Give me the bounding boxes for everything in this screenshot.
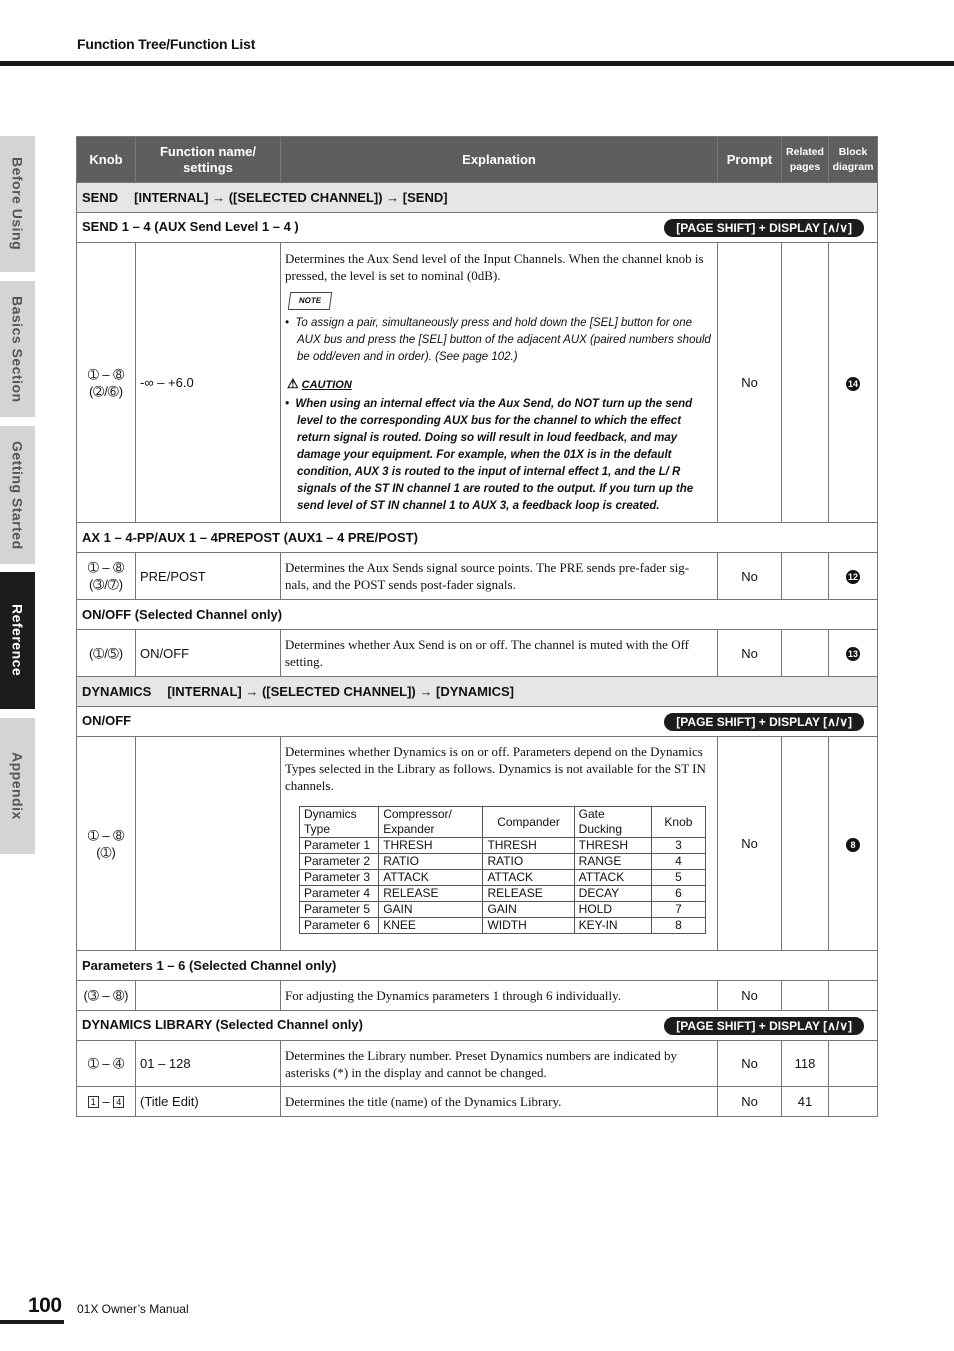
- table-row: [77, 1041, 878, 1087]
- explanation-text: Determines the Aux Send level of the Input Channels. When the channel knob is pressed, the level is set to nominal (0dB).: [285, 251, 704, 283]
- knob-cell: (➀/➄): [77, 630, 136, 677]
- warning-icon: ⚠: [287, 376, 299, 391]
- subsection-title: ON/OFF (Selected Channel only): [82, 607, 283, 622]
- param-header-knob: Knob: [651, 807, 705, 838]
- param-header-gate: Gate Ducking: [574, 807, 651, 838]
- subsection-row-on-off: [77, 600, 878, 630]
- block-diagram-cell: [829, 1041, 878, 1087]
- param-row: Parameter 3 ATTACK ATTACK ATTACK 5: [300, 870, 706, 886]
- block-diagram-number: 14: [847, 378, 858, 389]
- related-pages-cell: 118: [782, 1041, 829, 1087]
- table-row: [77, 243, 878, 523]
- function-cell: ON/OFF: [136, 630, 281, 677]
- related-pages-cell: [782, 243, 829, 523]
- prompt-cell: No: [718, 553, 782, 600]
- subsection-title: AX 1 – 4-PP/AUX 1 – 4PREPOST (AUX1 – 4 PRE/POST): [82, 530, 418, 545]
- panel-button-number: 4: [113, 1096, 124, 1108]
- function-cell: -∞ – +6.0: [136, 243, 281, 523]
- block-diagram-cell: [829, 630, 878, 677]
- subsection-row-dynamics-on-off: [77, 707, 878, 737]
- side-tab-label: Basics Section: [9, 295, 26, 403]
- param-row: Parameter 4 RELEASE RELEASE DECAY 6: [300, 886, 706, 902]
- block-diagram-number: 8: [846, 838, 860, 852]
- knob-cell: ➀ – ➇ (➁/➅): [77, 243, 136, 523]
- side-tab-label: Before Using: [9, 157, 26, 251]
- subsection-row-dynamics-library: [77, 1011, 878, 1041]
- param-row: Parameter 6 KNEE WIDTH KEY-IN 8: [300, 918, 706, 934]
- subsection-title: ON/OFF: [82, 712, 132, 728]
- dynamics-parameter-table: [299, 806, 706, 934]
- note-icon: NOTE: [288, 292, 333, 310]
- related-pages-cell: [782, 737, 829, 951]
- knob-cell: ➀ – ➇ (➂/➆): [77, 553, 136, 600]
- param-row: Parameter 5 GAIN GAIN HOLD 7: [300, 902, 706, 918]
- related-pages-cell: [782, 553, 829, 600]
- header-rule: [0, 61, 954, 66]
- display-shortcut-badge: [PAGE SHIFT] + DISPLAY [∧/∨]: [664, 1017, 864, 1035]
- block-diagram-cell: [829, 553, 878, 600]
- subsection-row-pre-post: [77, 523, 878, 553]
- param-row: Parameter 1 THRESH THRESH THRESH 3: [300, 838, 706, 854]
- col-header-function: Function name/ settings: [136, 137, 281, 183]
- block-diagram-cell: [829, 737, 878, 951]
- col-header-block-diagram: Block diagram: [829, 137, 878, 183]
- section-path: [INTERNAL] → ([SELECTED CHANNEL]) → [SEND]: [134, 190, 448, 205]
- related-pages-cell: [782, 981, 829, 1011]
- function-list-table: [76, 136, 878, 1117]
- prompt-cell: No: [718, 737, 782, 951]
- side-tab-getting-started[interactable]: [0, 426, 35, 564]
- explanation-text: Determines whether Dynamics is on or off. Parameters depend on the Dynamics Types selected in the Library as follows. Dynamics is not available for the ST IN channels.: [285, 744, 706, 793]
- prompt-cell: No: [718, 1087, 782, 1117]
- section-row-send: [77, 183, 878, 213]
- running-header-title: Function Tree/Function List: [77, 36, 256, 52]
- prompt-cell: No: [718, 630, 782, 677]
- section-name: SEND: [82, 190, 119, 205]
- function-cell: PRE/POST: [136, 553, 281, 600]
- side-tab-reference[interactable]: [0, 572, 35, 709]
- param-header-comp: Compressor/ Expander: [379, 807, 483, 838]
- panel-button-number: 1: [88, 1096, 99, 1108]
- footer-manual-title: 01X Owner’s Manual: [77, 1302, 189, 1316]
- explanation-cell: [281, 243, 718, 523]
- explanation-cell: For adjusting the Dynamics parameters 1 through 6 individually.: [281, 981, 718, 1011]
- subsection-row-send-level: [77, 213, 878, 243]
- col-header-knob: Knob: [77, 137, 136, 183]
- note-text: • To assign a pair, simultaneously press and hold down the [SEL] button for one AUX bus and press the [SEL] button of the adjacent AUX (paired numbers should be odd/even and in order). (See page 102.): [285, 317, 711, 363]
- related-pages-cell: 41: [782, 1087, 829, 1117]
- side-tab-label: Reference: [9, 604, 26, 677]
- section-row-dynamics: [77, 677, 878, 707]
- knob-cell: (➂ – ➇): [77, 981, 136, 1011]
- caution-heading: ⚠ CAUTION: [287, 376, 352, 391]
- side-tab-label: Getting Started: [9, 440, 26, 550]
- block-diagram-cell: [829, 243, 878, 523]
- display-shortcut-badge: [PAGE SHIFT] + DISPLAY [∧/∨]: [664, 713, 864, 731]
- param-header-compander: Compander: [483, 807, 574, 838]
- explanation-cell: Determines the Aux Sends signal source points. The PRE sends pre-fader sig-nals, and the POST sends post-fader signals.: [281, 553, 718, 600]
- block-diagram-cell: [829, 1087, 878, 1117]
- block-diagram-cell: [829, 981, 878, 1011]
- block-diagram-number: 13: [847, 649, 858, 659]
- knob-cell: ➀ – ➃: [77, 1041, 136, 1087]
- section-path: [INTERNAL] → ([SELECTED CHANNEL]) → [DYNAMICS]: [167, 684, 514, 699]
- knob-cell: 1 – 4: [77, 1087, 136, 1117]
- caution-text: • When using an internal effect via the Aux Send, do NOT turn up the send level to the corresponding AUX bus for the channel to which the effect return signal is routed. Doing so will result in loud feedback, and may damage your equipment. For example, when the 01X is in the default condition, AUX 3 is routed to the input of internal effect 1, and the L/ R signals of the ST IN channel 1 are routed to the output. If you turn up the send level of ST IN channel 1 to AUX 3, a feedback loop is created.: [285, 398, 694, 512]
- col-header-related-pages: Related pages: [782, 137, 829, 183]
- table-row: [77, 553, 878, 600]
- explanation-cell: [281, 737, 718, 951]
- side-tab-appendix[interactable]: [0, 718, 35, 854]
- prompt-cell: No: [718, 243, 782, 523]
- page-number: 100: [28, 1294, 62, 1317]
- table-row: [77, 737, 878, 951]
- param-table-header: [300, 807, 706, 838]
- prompt-cell: No: [718, 1041, 782, 1087]
- param-row: Parameter 2 RATIO RATIO RANGE 4: [300, 854, 706, 870]
- table-row: [77, 981, 878, 1011]
- function-cell: 01 – 128: [136, 1041, 281, 1087]
- block-diagram-number: 12: [847, 572, 858, 582]
- side-tab-basics-section[interactable]: [0, 281, 35, 417]
- subsection-row-parameters: [77, 951, 878, 981]
- subsection-title: Parameters 1 – 6 (Selected Channel only): [82, 958, 337, 973]
- function-cell: [136, 981, 281, 1011]
- prompt-cell: No: [718, 981, 782, 1011]
- section-name: DYNAMICS: [82, 684, 152, 699]
- explanation-cell: Determines the Library number. Preset Dynamics numbers are indicated by asterisks (*) in the display and cannot be changed.: [281, 1041, 718, 1087]
- subsection-title: DYNAMICS LIBRARY (Selected Channel only): [82, 1016, 363, 1032]
- subsection-title: SEND 1 – 4 (AUX Send Level 1 – 4 ): [82, 218, 299, 234]
- page-number-rule: [0, 1320, 64, 1324]
- display-shortcut-badge: [PAGE SHIFT] + DISPLAY [∧/∨]: [664, 219, 864, 237]
- related-pages-cell: [782, 630, 829, 677]
- table-row: [77, 1087, 878, 1117]
- param-header-type: Dynamics Type: [300, 807, 379, 838]
- side-tab-before-using[interactable]: [0, 136, 35, 272]
- function-cell: (Title Edit): [136, 1087, 281, 1117]
- col-header-explanation: Explanation: [281, 137, 718, 183]
- explanation-cell: Determines whether Aux Send is on or off. The channel is muted with the Off setting.: [281, 630, 718, 677]
- side-tab-label: Appendix: [9, 752, 26, 820]
- table-header-row: [77, 137, 878, 183]
- col-header-prompt: Prompt: [718, 137, 782, 183]
- explanation-cell: Determines the title (name) of the Dynamics Library.: [281, 1087, 718, 1117]
- knob-cell: ➀ – ➇ (➀): [77, 737, 136, 951]
- table-row: [77, 630, 878, 677]
- function-cell: [136, 737, 281, 951]
